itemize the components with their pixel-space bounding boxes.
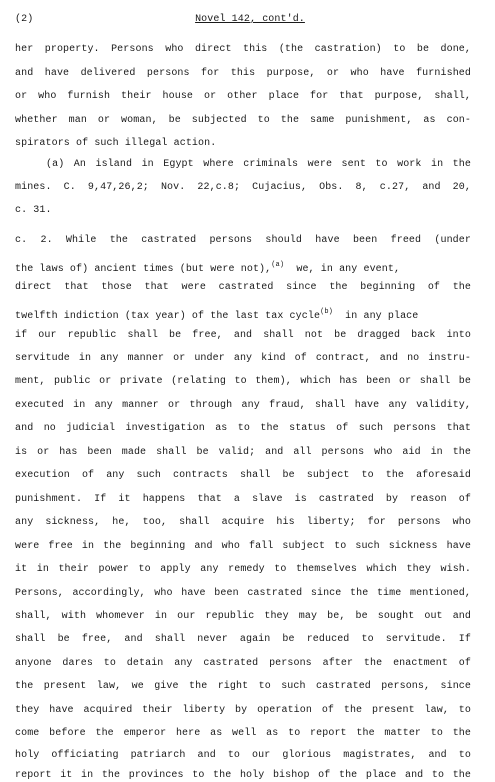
- text-line: spirators of such illegal action.: [15, 138, 217, 149]
- text-line: holy officiating patriarch and to our glorious magistrates, and to: [15, 750, 471, 761]
- text-line: report it in the provinces to the holy bishop of the place and to the: [15, 770, 471, 781]
- text-line: is or has been made shall be valid; and all persons who aid in the: [15, 447, 471, 458]
- text-line: executed in any manner or through any fraud, shall have any validity,: [15, 400, 471, 411]
- text-line: they have acquired their liberty by operation of the present law, to: [15, 705, 471, 716]
- text-line: and have delivered persons for this purpose, or who have furnished: [15, 68, 471, 79]
- page-number: (2): [15, 14, 34, 25]
- footnote-ref-b: (b): [320, 308, 333, 316]
- text-line: anyone dares to detain any castrated persons after the enactment of: [15, 658, 471, 669]
- text-line: shall, with whomever in our republic they may be, be sought out and: [15, 611, 471, 622]
- text-line: if our republic shall be free, and shall not be dragged back into: [15, 330, 471, 341]
- footnote-line: (a) An island in Egypt where criminals were sent to work in the: [46, 159, 471, 170]
- footnote-line: mines. C. 9,47,26,2; Nov. 22,c.8; Cujacius, Obs. 8, c.27, and 20,: [15, 182, 471, 193]
- footnote-ref-a: (a): [271, 261, 285, 269]
- text-line: any sickness, he, too, shall acquire his liberty; for persons who: [15, 517, 471, 528]
- text-line: were free in the beginning and who fall subject to such sickness have: [15, 541, 471, 552]
- text-line: and no judicial investigation as to the status of such persons that: [15, 423, 471, 434]
- text-fragment: we, in any event,: [296, 264, 401, 275]
- text-line: punishment. If it happens that a slave is castrated by reason of: [15, 494, 471, 505]
- text-line: the present law, we give the right to such castrated persons, since: [15, 681, 471, 692]
- text-fragment: the laws of) ancient times (but were not),: [15, 264, 272, 275]
- text-line: her property. Persons who direct this (the castration) to be done,: [15, 44, 471, 55]
- text-line: or who furnish their house or other place for that purpose, shall,: [15, 91, 471, 102]
- text-line: shall be free, and shall never again be reduced to servitude. If: [15, 634, 471, 645]
- text-line: execution of any such contracts shall be subject to the aforesaid: [15, 470, 471, 481]
- text-fragment: in any place: [345, 311, 419, 322]
- text-line-with-footnote-b: [15, 306, 471, 323]
- text-line: come before the emperor here as well as to report the matter to the: [15, 728, 471, 739]
- text-line: whether man or woman, be subjected to the same punishment, as con-: [15, 115, 471, 126]
- running-title: Novel 142, cont'd.: [195, 14, 305, 25]
- text-line: ment, public or private (relating to them), which has been or shall be: [15, 376, 471, 387]
- footnote-line: c. 31.: [15, 205, 52, 216]
- section-line: c. 2. While the castrated persons should have been freed (under: [15, 235, 471, 246]
- text-line: direct that those that were castrated since the beginning of the: [15, 282, 471, 293]
- page-header: [15, 14, 485, 28]
- text-line-with-footnote-a: [15, 259, 471, 276]
- text-fragment: twelfth indiction (tax year) of the last tax cycle: [15, 311, 321, 322]
- text-line: Persons, accordingly, who have been castrated since the time mentioned,: [15, 588, 471, 599]
- text-line: it in their power to apply any remedy to themselves which they wish.: [15, 564, 471, 575]
- text-line: servitude in any manner or under any kind of contract, and no instru-: [15, 353, 471, 364]
